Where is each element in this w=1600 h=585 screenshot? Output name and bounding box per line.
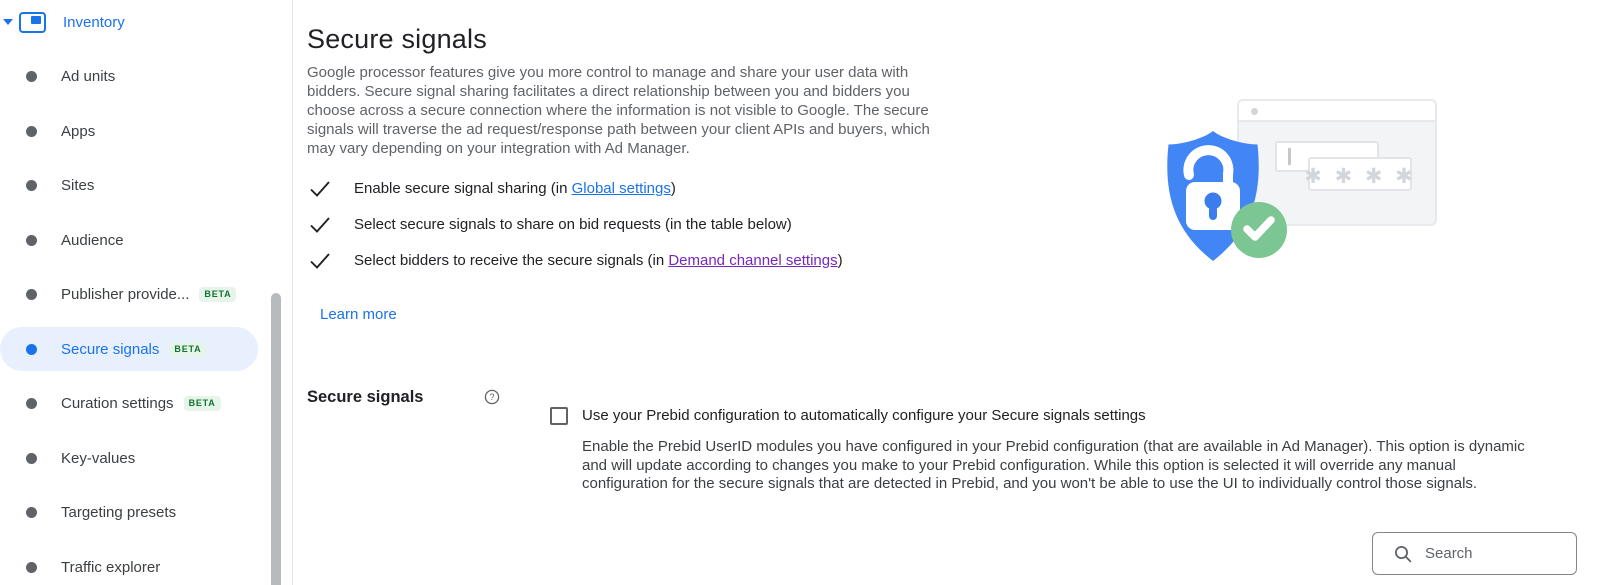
sidebar-item-sites[interactable] <box>0 163 258 207</box>
sidebar-scrollbar[interactable] <box>271 293 281 585</box>
sidebar-item-label: Key-values <box>61 449 136 467</box>
checklist-item-select-bidders: Select bidders to receive the secure signals (in Demand channel settings) <box>307 249 843 271</box>
prebid-config-checkbox[interactable] <box>550 407 568 425</box>
checklist-text: Enable secure signal sharing (in <box>354 179 572 197</box>
shield-lock-check-icon <box>1158 130 1290 262</box>
demand-channel-settings-link[interactable]: Demand channel settings <box>668 251 838 269</box>
sidebar-item-ad-units[interactable] <box>0 54 258 98</box>
sidebar-item-label: Publisher provide... <box>61 285 190 303</box>
bullet-icon <box>26 71 37 82</box>
checklist-text: Select bidders to receive the secure signals (in <box>354 251 669 269</box>
bullet-icon <box>26 507 37 518</box>
sidebar-item-apps[interactable] <box>0 109 258 153</box>
sidebar-item-label: Sites <box>61 176 95 194</box>
bullet-icon <box>26 289 37 300</box>
page-title: Secure signals <box>307 24 487 54</box>
checklist-item-select-signals <box>307 213 792 235</box>
sidebar-item-label: Curation settings <box>61 394 174 412</box>
password-input-illustration <box>1304 157 1416 191</box>
svg-text:?: ? <box>489 392 495 403</box>
sidebar-item-label: Ad units <box>61 67 116 85</box>
sidebar-item-label: Secure signals <box>61 340 160 358</box>
inventory-sidebar <box>0 0 293 585</box>
bullet-icon <box>26 126 37 137</box>
help-icon[interactable] <box>484 389 500 410</box>
browser-titlebar <box>1239 101 1435 122</box>
password-asterisks: ✱ ✱ ✱ ✱ <box>1304 164 1416 188</box>
search-box <box>1372 532 1577 575</box>
check-icon <box>310 252 330 269</box>
learn-more-link[interactable]: Learn more <box>320 306 397 323</box>
titlebar-dot-icon <box>1251 108 1258 115</box>
bullet-icon <box>26 180 37 191</box>
search-icon <box>1393 544 1413 564</box>
bullet-icon <box>26 562 37 573</box>
inventory-icon-inner <box>31 16 41 24</box>
prebid-config-description: Enable the Prebid UserID modules you have configured in your Prebid configuration (that are available in Ad Manager). This option is dynamic and will update according to changes you make to your Prebid configuration. While this option is selected it will override any manual configuration for the secure signals that are detected in Prebid, and you won't be able to use the UI to individually control those signals. <box>582 438 1525 493</box>
bullet-icon <box>26 235 37 246</box>
secure-signals-section-heading: Secure signals <box>307 388 424 406</box>
sidebar-item-label: Targeting presets <box>61 503 177 521</box>
search-input[interactable] <box>1425 545 1575 562</box>
beta-badge: BETA <box>199 287 236 302</box>
bullet-icon <box>26 398 37 409</box>
bullet-icon <box>26 453 37 464</box>
checklist-item-enable-sharing: Enable secure signal sharing (in Global settings) <box>307 177 676 199</box>
sidebar-item-key-values[interactable] <box>0 436 258 480</box>
sidebar-section-label: Inventory <box>63 13 125 31</box>
sidebar-item-label: Traffic explorer <box>61 558 161 576</box>
inventory-icon <box>19 12 46 33</box>
sidebar-item-label: Audience <box>61 231 124 249</box>
sidebar-item-curation-settings[interactable] <box>0 381 258 425</box>
sidebar-item-targeting-presets[interactable] <box>0 490 258 534</box>
global-settings-link[interactable]: Global settings <box>571 179 671 197</box>
beta-badge: BETA <box>169 342 206 357</box>
sidebar-section-inventory[interactable] <box>0 0 258 44</box>
caret-down-icon[interactable] <box>3 19 13 25</box>
sidebar-item-secure-signals[interactable] <box>0 327 258 371</box>
check-icon <box>310 216 330 233</box>
sidebar-item-label: Apps <box>61 122 96 140</box>
prebid-config-checkbox-label: Use your Prebid configuration to automatically configure your Secure signals settings <box>582 407 1146 424</box>
intro-paragraph: Google processor features give you more control to manage and share your user data with bidders. Secure signal sharing facilitates a direct relationship between you and bidders you choose across a secure connection where the information is not visible to Google. The secure signals will traverse the ad request/response path between your client APIs and buyers, which may vary depending on your integration with Ad Manager. <box>307 64 930 157</box>
sidebar-item-publisher-provided[interactable] <box>0 272 258 316</box>
sidebar-item-traffic-explorer[interactable] <box>0 545 258 585</box>
check-icon <box>310 180 330 197</box>
checklist-text: Select secure signals to share on bid requests (in the table below) <box>354 215 792 233</box>
beta-badge: BETA <box>184 396 221 411</box>
bullet-icon <box>26 344 37 355</box>
sidebar-item-audience[interactable] <box>0 218 258 262</box>
